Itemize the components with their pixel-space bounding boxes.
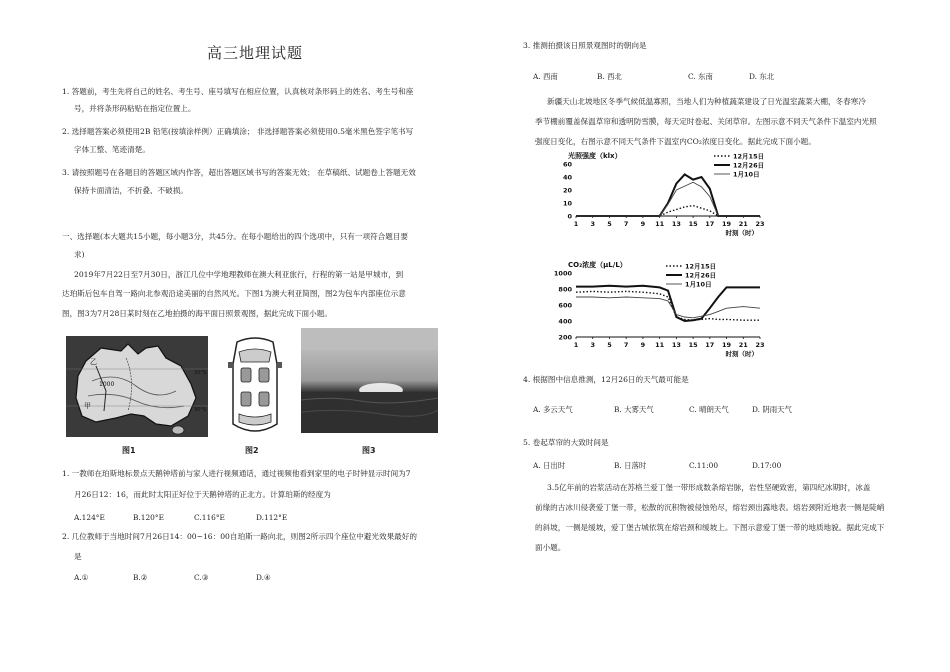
q4-option-b[interactable]: B. 大雾天气 [614, 405, 654, 414]
question-1: 1. 一教师在珀斯地标景点天鹅钟塔前与家人进行视频通话，通过视频他看到家里的电子时钟显示时间为7 [62, 469, 411, 478]
y-tick-label: 800 [558, 285, 572, 294]
q1-option-b[interactable]: B.120°E [133, 513, 164, 522]
q4-option-d[interactable]: D. 阴雨天气 [752, 405, 792, 414]
series-line-1 [576, 286, 760, 321]
legend-label-1: 12月26日 [685, 271, 717, 280]
q2-option-c[interactable]: C.③ [194, 573, 209, 582]
intro-line: 达珀斯后包车自驾一路向北参观沿途美丽的自然风光。下图1为澳大利亚简图，图2为包车内部座位示意 [62, 289, 406, 298]
legend-label-2: 1月10日 [685, 280, 712, 289]
q4-option-c[interactable]: C. 晴朗天气 [689, 405, 729, 414]
x-tick-label: 13 [671, 220, 681, 228]
q1-option-d[interactable]: D.112°E [256, 513, 288, 522]
y-tick-label: 400 [558, 317, 572, 326]
legend-label-0: 12月15日 [733, 152, 765, 161]
note-line: 1. 答题前，考生先将自己的姓名、考生号、座号填写在相应位置，认真核对条形码上的姓名、考生号和座 [62, 87, 414, 96]
chart-title: 光照强度（klx） [568, 152, 622, 160]
section-heading: 求) [74, 250, 85, 259]
map-label-lat30: 30°S [194, 407, 207, 413]
legend-label-2: 1月10日 [733, 170, 760, 179]
section-heading: 一、选择题(本大题共15小题，每小题3分，共45分。在每小题给出的四个选项中，只有一项符合题目要 [62, 232, 409, 241]
map-label-contour: 1000 [99, 381, 115, 388]
figure-label-1: 图1 [122, 446, 136, 455]
note-line: 2. 选择题答案必须使用2B 铅笔(按填涂样例）正确填涂； 非选择题答案必须使用0.5毫米黑色签字笔书写 [62, 127, 414, 136]
co2-concentration-chart [538, 255, 770, 363]
x-tick-label: 21 [738, 220, 748, 228]
x-tick-label: 7 [623, 341, 629, 349]
q3-option-a[interactable]: A. 西南 [533, 72, 558, 81]
material-paragraph: 新疆天山北坡地区冬季气候低温寡照，当地人们为种植蔬菜建设了日光温室蔬菜大棚，冬春寒冷 [547, 97, 866, 106]
q1-option-a[interactable]: A.124°E [74, 513, 105, 522]
x-tick-label: 17 [705, 341, 715, 349]
legend-label-0: 12月15日 [685, 262, 717, 271]
x-tick-label: 3 [590, 341, 595, 349]
note-line: 号，并将条形码粘贴在指定位置上。 [74, 104, 196, 113]
q5-option-d[interactable]: D.17:00 [752, 461, 782, 470]
legend-label-1: 12月26日 [733, 161, 765, 170]
figure-label-2: 图2 [245, 446, 259, 455]
q2-option-d[interactable]: D.④ [256, 573, 271, 582]
q5-option-c[interactable]: C.11:00 [689, 461, 719, 470]
x-tick-label: 11 [655, 220, 665, 228]
x-tick-label: 9 [640, 341, 646, 349]
map-label-city-yi: 乙 [90, 358, 97, 366]
map-label-city-jia: 甲 [84, 402, 91, 410]
question-5: 5. 卷起草帘的大致时间是 [523, 438, 609, 447]
chart-title: CO₂浓度（μL/L） [568, 261, 627, 269]
question-2-cont: 是 [74, 552, 82, 561]
material-paragraph: 季节棚前覆盖保温草帘和透明防雪膜，每天定时卷起、关闭草帘。左图示意不同天气条件下温室内光照 [535, 117, 877, 126]
material-paragraph: 面小题。 [535, 543, 566, 552]
map-label-lat20: 20°S [194, 370, 207, 376]
sea-sunlight-photo [301, 328, 438, 433]
x-tick-label: 13 [671, 341, 681, 349]
x-tick-label: 23 [755, 341, 765, 349]
series-line-1 [576, 174, 760, 216]
x-tick-label: 21 [738, 341, 748, 349]
y-tick-label: 60 [562, 160, 572, 169]
x-tick-label: 15 [688, 220, 698, 228]
y-tick-label: 600 [558, 301, 572, 310]
car-seat-figure [225, 334, 285, 439]
x-tick-label: 5 [607, 220, 612, 228]
y-tick-label: 1000 [553, 269, 572, 278]
material-paragraph: 前缘的古冰川侵袭爱丁堡一带，松散的沉积物被侵蚀殆尽，熔岩颈出露地表。熔岩颈附近地表一侧是陡峭 [535, 503, 885, 512]
q4-option-a[interactable]: A. 多云天气 [533, 405, 573, 414]
q3-option-b[interactable]: B. 西北 [597, 72, 622, 81]
question-4: 4. 根据图中信息推测，12月26日的天气最可能是 [523, 375, 689, 384]
intro-line: 2019年7月22日至7月30日，浙江几位中学地理教师在澳大利亚旅行，行程的第一站是甲城市，到 [74, 270, 404, 279]
y-tick-label: 20 [562, 186, 572, 195]
q3-option-c[interactable]: C. 东南 [688, 72, 713, 81]
q2-option-a[interactable]: A.① [74, 573, 89, 582]
y-tick-label: 10 [562, 199, 572, 208]
figure-label-3: 图3 [362, 446, 376, 455]
series-line-0 [576, 206, 760, 216]
q1-option-c[interactable]: C.116°E [194, 513, 225, 522]
page-title: 高三地理试题 [207, 44, 304, 62]
y-tick-label: 0 [567, 212, 572, 221]
q2-option-b[interactable]: B.② [133, 573, 148, 582]
note-line: 字体工整、笔迹清楚。 [74, 145, 150, 154]
x-tick-label: 1 [573, 341, 579, 349]
series-line-0 [576, 291, 760, 320]
y-tick-label: 40 [562, 173, 572, 182]
x-axis-label: 时刻（时） [725, 350, 758, 358]
x-tick-label: 17 [705, 220, 715, 228]
light-intensity-chart [538, 146, 770, 249]
x-tick-label: 5 [607, 341, 612, 349]
x-axis-label: 时刻（时） [725, 229, 758, 237]
q5-option-a[interactable]: A. 日出时 [533, 461, 566, 470]
question-3: 3. 推测拍摄该日照景观图时的朝向是 [523, 41, 647, 50]
material-paragraph: 强度日变化，右图示意不同天气条件下温室内CO₂浓度日变化。据此完成下面小题。 [535, 137, 816, 146]
q5-option-b[interactable]: B. 日落时 [614, 461, 647, 470]
question-2: 2. 几位教师于当地时间7月26日14：00~16：00自珀斯一路向北，则图2所示四个座位中避光效果最好的 [62, 532, 417, 541]
x-tick-label: 9 [640, 220, 646, 228]
x-tick-label: 23 [755, 220, 765, 228]
x-tick-label: 7 [623, 220, 629, 228]
series-line-2 [576, 182, 760, 216]
note-line: 3. 请按照题号在各题目的答题区域内作答，超出答题区域书写的答案无效； 在草稿纸、试题卷上答题无效 [62, 168, 416, 177]
y-tick-label: 200 [558, 333, 572, 342]
note-line: 保持卡面清洁，不折叠、不破损。 [74, 186, 188, 195]
intro-line: 图，图3为7月28日某时刻在乙地拍摄的海平面日照景观图，据此完成下面小题。 [62, 309, 332, 318]
x-tick-label: 19 [722, 341, 732, 349]
q3-option-d[interactable]: D. 东北 [749, 72, 775, 81]
x-tick-label: 19 [722, 220, 732, 228]
x-tick-label: 11 [655, 341, 665, 349]
australia-map-figure [66, 336, 208, 437]
question-1-cont: 月26日12：16，而此时太阳正好位于天鹅钟塔的正北方。计算珀斯的经度为 [74, 490, 331, 499]
material-paragraph: 的斜坡，一侧是缓坡，爱丁堡古城依筑在熔岩颈和缓坡上。下图示意爱丁堡一带的地质地貌。据此完成下 [535, 523, 885, 532]
series-line-2 [576, 297, 760, 318]
x-tick-label: 1 [573, 220, 579, 228]
material-paragraph: 3.5亿年前的岩浆活动在苏格兰爱丁堡一带形成数条熔岩脉，岩性坚硬致密，第四纪冰期时，冰盖 [547, 483, 871, 492]
x-tick-label: 3 [590, 220, 595, 228]
x-tick-label: 15 [688, 341, 698, 349]
